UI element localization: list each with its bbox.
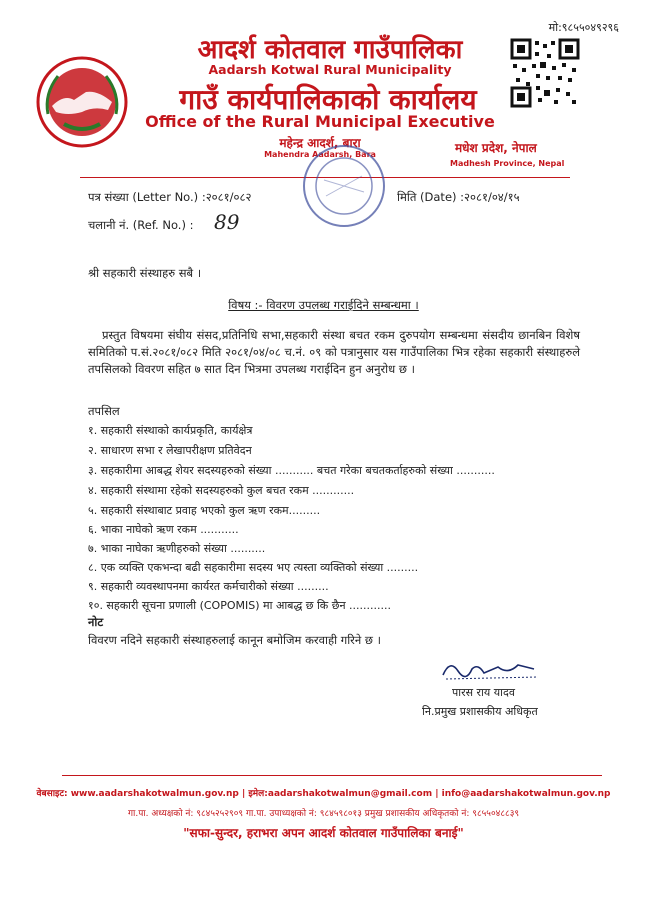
list-item: ८. एक व्यक्ति एकभन्दा बढी सहकारीमा सदस्य भए त्यस्ता व्यक्तिको संख्या ......... [88,561,419,574]
list-item: ७. भाका नाघेका ऋणीहरुको संख्या .......... [88,542,266,555]
official-stamp-seal [298,140,390,232]
municipality-title-en: Aadarsh Kotwal Rural Municipality [208,62,452,77]
office-title-np: गाउँ कार्यपालिकाको कार्यालय [179,83,477,116]
subject-line: विषय :- विवरण उपलब्ध गराईदिने सम्बन्धमा । [228,298,419,312]
list-item: १०. सहकारी सूचना प्रणाली (COPOMIS) मा आबद्ध छ कि छैन ............ [88,599,392,612]
footer-contact: वेबसाइट: www.aadarshakotwalmun.gov.np | इमेल:aadarshakotwalmun@gmail.com | info@aadarshakotwalmun.gov.np [36,789,611,799]
note-text: विवरण नदिने सहकारी संस्थाहरुलाई कानून बमोजिम करवाही गरिने छ । [88,633,381,647]
list-item: २. साधारण सभा र लेखापरीक्षण प्रतिवेदन [88,444,252,457]
note-heading: नोट [88,615,104,629]
recipient: श्री सहकारी संस्थाहरु सबै । [88,266,202,280]
qr-code-icon[interactable] [510,38,580,108]
emblem-logo [34,54,130,150]
signature-scribble [438,655,548,685]
office-title-en: Office of the Rural Municipal Executive [145,112,495,131]
province-en: Madhesh Province, Nepal [450,159,565,168]
ref-number-handwritten: 89 [214,210,240,234]
letter-date: मिति (Date) :२०८१/०४/१५ [397,190,520,204]
list-item: ४. सहकारी संस्थामा रहेको सदस्यहरुको कुल बचत रकम ............ [88,484,355,497]
body-paragraph: प्रस्तुत विषयमा संघीय संसद,प्रतिनिधि सभा,सहकारी संस्था बचत रकम दुरुपयोग सम्बन्धमा संसदीय छानबिन विशेष समितिको प.सं.२०८१/०८२ मिति २०८१/०४/०८ च.नं. ०९ को पत्रानुसार यस गाउँपालिका भित्र रहेका सहकारी संस्थाहरुले तपसिलको विवरण सहित ७ सात दिन भित्रमा उपलब्ध गराईदिन हुन अनुरोध छ । [88,328,580,376]
municipality-title-np: आदर्श कोतवाल गाउँपालिका [197,35,463,65]
signatory-name: पारस राय यादव [452,686,515,699]
list-item: ६. भाका नाघेको ऋण रकम ........... [88,523,239,536]
list-item: ९. सहकारी व्यवस्थापनमा कार्यरत कर्मचारीको संख्या ......... [88,580,329,593]
signatory-title: नि.प्रमुख प्रशासकीय अधिकृत [422,705,538,718]
letter-number: पत्र संख्या (Letter No.) :२०८१/०८२ [88,190,252,204]
ref-number-label: चलानी नं. (Ref. No.) : [88,218,194,232]
footer-phones: गा.पा. अध्यक्षको नं: ९८४५२५२९०९ गा.पा. उपाध्यक्षको नं: ९८४५९८०१३ प्रमुख प्रशासकीय अधिकृतको नं: ९८५५०४८८३९ [127,809,520,819]
tapsil-heading: तपसिल [88,404,120,418]
phone-number: मो:९८५५०४९२९६ [548,21,619,34]
province-np: मधेश प्रदेश, नेपाल [455,141,537,155]
location-en: Mahendra Aadarsh, Bara [264,150,376,159]
location-np: महेन्द्र आदर्श, बारा [279,136,361,150]
list-item: ५. सहकारी संस्थाबाट प्रवाह भएको कुल ऋण रकम......... [88,504,321,517]
list-item: ३. सहकारीमा आबद्ध शेयर सदस्यहरुको संख्या ........... बचत गरेका बचतकर्ताहरुको संख्या ........... [88,464,495,477]
footer-divider [62,775,602,776]
list-item: १. सहकारी संस्थाको कार्यप्रकृति, कार्यक्षेत्र [88,424,253,437]
footer-slogan: "सफा-सुन्दर, हराभरा अपन आदर्श कोतवाल गाउँपालिका बनाई" [183,826,464,840]
